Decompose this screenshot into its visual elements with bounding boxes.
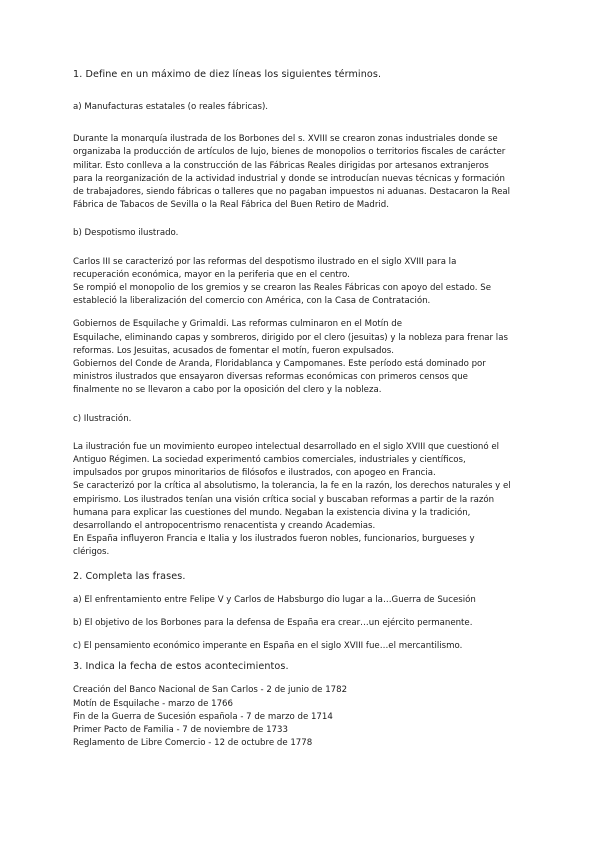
section3-event-list [73,684,533,750]
section2-a: a) El enfrentamiento entre Felipe V y Carlos de Habsburgo dio lugar a la…Guerra de Sucesión [73,594,476,605]
section1-c-body: La ilustración fue un movimiento europeo intelectual desarrollado en el siglo XVIII que cuestionó el Antiguo Régimen. La sociedad experimentó cambios comerciales, industriales y científicos, impulsados por grupos minoritarios de filósofos e ilustrados, con apogeo en Francia. Se caracterizó por la crítica al absolutismo, la tolerancia, la fe en la razón, los derechos naturales y el empirismo. Los ilustrados tenían una visión crítica social y buscaban reformas a partir de la razón humana para explicar las cuestiones del mundo. Negaban la existencia divina y la tradición, desarrollando el antropocentrismo renacentista y creando Academias. En España influyeron Francia e Italia y los ilustrados fueron nobles, funcionarios, burgueses y clérigos. [73,441,511,558]
list-item: Fin de la Guerra de Sucesión española - 7 de marzo de 1714 [73,711,333,722]
section2-b: b) El objetivo de los Borbones para la defensa de España era crear…un ejército permanente. [73,617,473,628]
section1-b-body2: Gobiernos de Esquilache y Grimaldi. Las reformas culminaron en el Motín de Esquilache, eliminando capas y sombreros, dirigido por el clero (jesuitas) y la nobleza para frenar las reformas. Los Jesuitas, acusados de fomentar el motín, fueron expulsados. Gobiernos del Conde de Aranda, Floridablanca y Campomanes. Este período está dominado por ministros ilustrados que ensayaron diversas reformas económicas con primeros censos que finalmente no se llevaron a cabo por la oposición del clero y la nobleza. [73,319,508,396]
section1-heading: 1. Define en un máximo de diez líneas los siguientes términos. [73,69,382,80]
document-page [73,68,533,750]
section2-c: c) El pensamiento económico imperante en España en el siglo XVIII fue…el mercantilismo. [73,641,463,652]
section1-b-body1: Carlos III se caracterizó por las reformas del despotismo ilustrado en el siglo XVIII para la recuperación económica, mayor en la periferia que en el centro. Se rompió el monopolio de los gremios y se crearon las Reales Fábricas con apoyo del estado. Se estableció la liberalización del comercio con América, con la Casa de Contratación. [73,256,491,307]
list-item: Primer Pacto de Familia - 7 de noviembre de 1733 [73,724,288,735]
section1-b-title: b) Despotismo ilustrado. [73,228,179,239]
list-item: Creación del Banco Nacional de San Carlos - 2 de junio de 1782 [73,685,348,696]
section1-c-title: c) Ilustración. [73,413,132,424]
list-item: Motín de Esquilache - marzo de 1766 [73,698,233,709]
section1-a-title: a) Manufacturas estatales (o reales fábricas). [73,102,269,112]
section1-a-body: Durante la monarquía ilustrada de los Borbones del s. XVIII se crearon zonas industriales donde se organizaba la producción de artículos de lujo, bienes de monopolios o territorios fiscales de carácter militar. Esto conlleva a la construcción de las Fábricas Reales dirigidas por artesanos extranjeros para la reorganización de la actividad industrial y donde se introducían nuevas técnicas y formación de trabajadores, siendo fábricas o talleres que no pagaban impuestos ni aduanas. Destacaron la Real Fábrica de Tabacos de Sevilla o la Real Fábrica del Buen Retiro de Madrid. [73,134,511,211]
list-item: Reglamento de Libre Comercio - 12 de octubre de 1778 [73,738,313,749]
section3-heading: 3. Indica la fecha de estos acontecimientos. [73,661,289,673]
section2-heading: 2. Completa las frases. [73,570,186,582]
